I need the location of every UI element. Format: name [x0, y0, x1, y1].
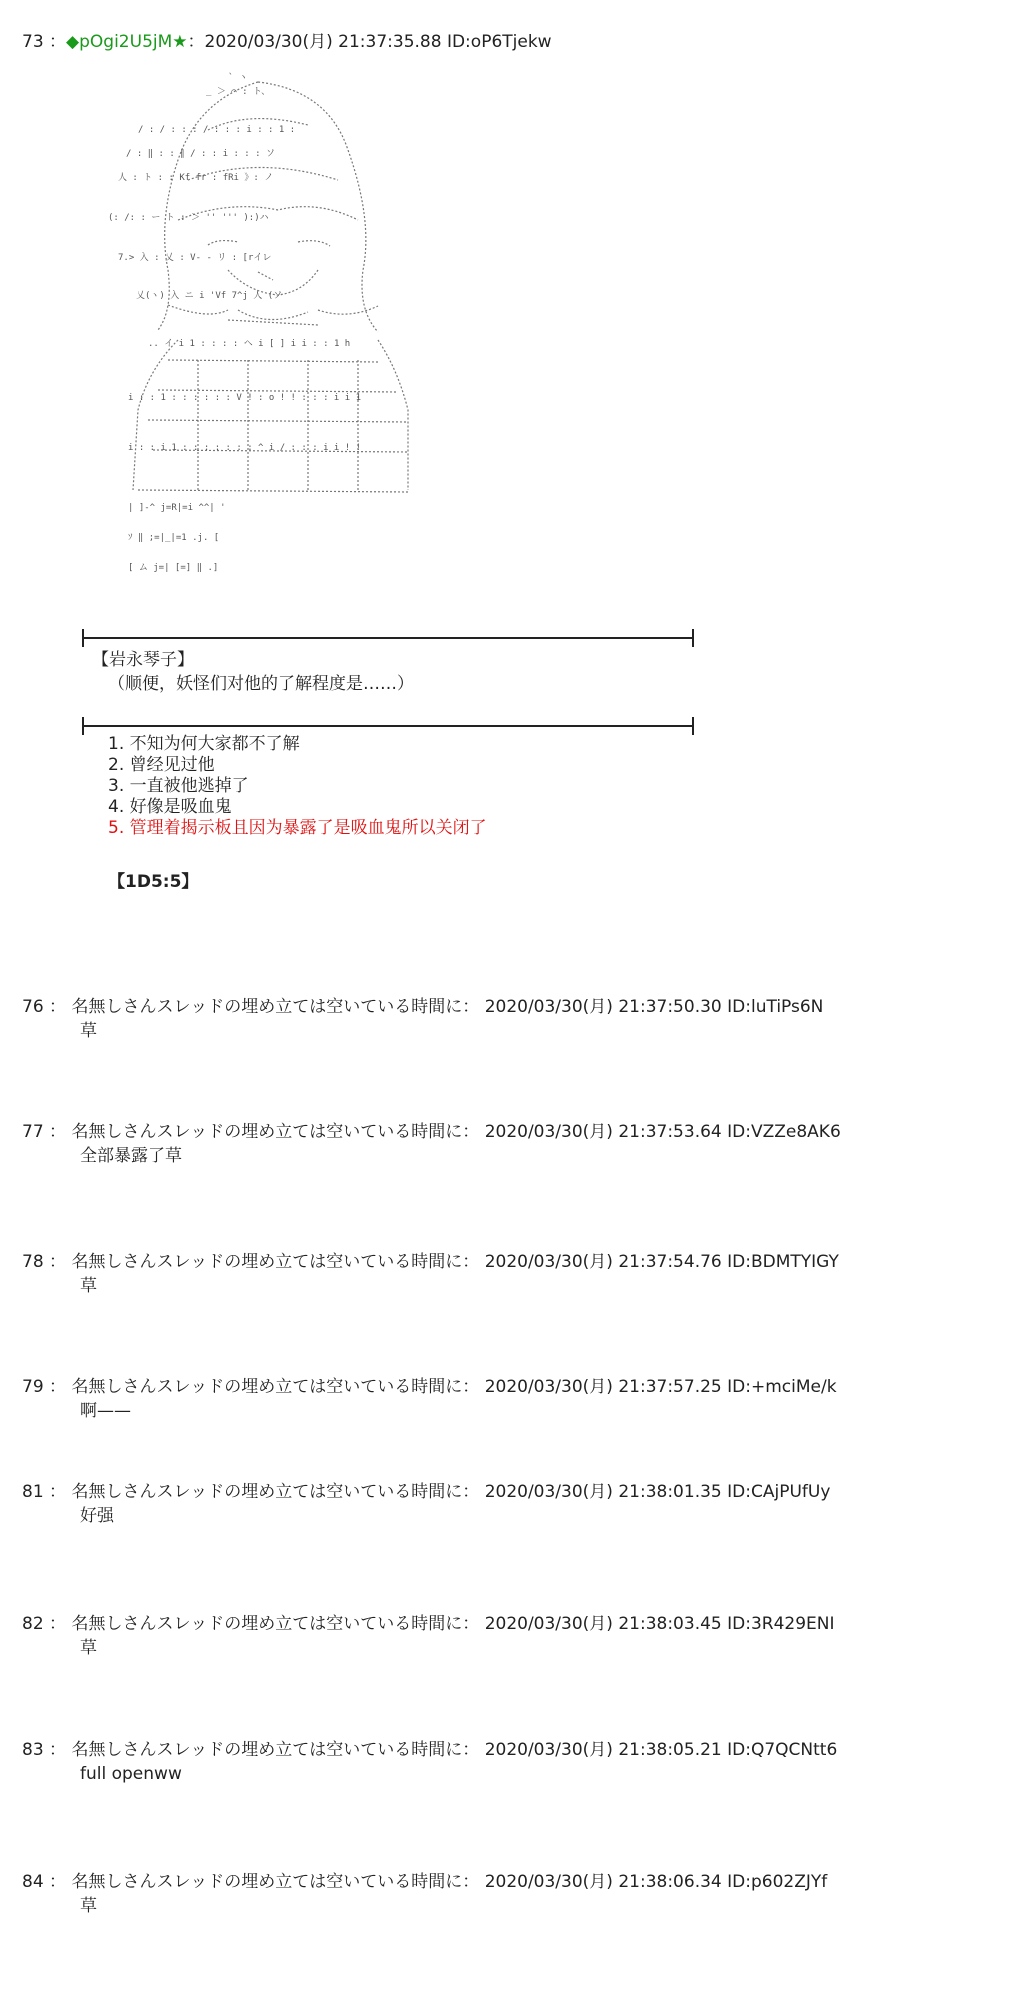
- divider-bar: [82, 725, 694, 727]
- post-83: [22, 1738, 1012, 1786]
- post-date: 2020/03/30(月) 21:37:50.30: [484, 997, 728, 1017]
- svg-text:| ]-^ j=R|=i ^^| ': | ]-^ j=R|=i ^^| ': [128, 503, 226, 513]
- post-id[interactable]: ID:BDMTYIGY: [727, 1252, 839, 1272]
- svg-text:i : : i 1 : : : : : : : ^ i /: i : : i 1 : : : : : : : ^ i / : : : i i ! !: [128, 443, 361, 453]
- divider-tick-left: [82, 717, 84, 735]
- choice-item: 2. 曾经见过他: [108, 755, 215, 775]
- post-header: [22, 1612, 1012, 1636]
- svg-text:_ ＞ ⌒ : ト、: _ ＞ ⌒ : ト、: [206, 87, 271, 97]
- ascii-art-figure: [78, 70, 498, 630]
- divider-tick-left: [82, 629, 84, 647]
- post-body: 草: [80, 1021, 97, 1041]
- svg-text:(: /: : ー ト : ＞ '' ''' ):)ハ: (: /: : ー ト : ＞ '' ''' ):)ハ: [108, 213, 269, 223]
- post-header: [22, 1250, 1012, 1274]
- post-meta: ：2020/03/30(月) 21:37:35.88 ID:oP6Tjekw: [187, 32, 552, 52]
- post-id[interactable]: ID:CAjPUfUy: [727, 1482, 831, 1502]
- post-76: [22, 995, 1012, 1043]
- svg-text:人 : ト : : Kf fr : fRi 》: ノ: 人 : ト : : Kf fr : fRi 》: ノ: [118, 173, 274, 183]
- choice-list: [108, 734, 487, 839]
- post-body: 草: [80, 1638, 97, 1658]
- svg-text:i : : 1 : : : : : : V ! : o !: i : : 1 : : : : : : V ! : o ! ! : : : i i 1: [128, 393, 361, 403]
- post-number: 78 ：: [22, 1252, 72, 1272]
- post-number: 82 ：: [22, 1614, 72, 1634]
- svg-text:乂(ヽ) 入 ニ i 'Vf 7^j 人 (ソ: 乂(ヽ) 入 ニ i 'Vf 7^j 人 (ソ: [136, 291, 283, 301]
- poster-name[interactable]: 名無しさんスレッドの埋め立ては空いている時間に：: [71, 1872, 485, 1892]
- choice-item: 3. 一直被他逃掉了: [108, 776, 249, 796]
- post-header: [22, 1738, 1012, 1762]
- post-73: [22, 30, 1012, 54]
- divider-tick-right: [692, 717, 694, 735]
- post-separator: ：: [49, 32, 67, 52]
- poster-name[interactable]: ◆pOgi2U5jM★: [66, 32, 188, 52]
- post-number: 79 ：: [22, 1377, 72, 1397]
- post-84: [22, 1870, 1012, 1918]
- post-body: 全部暴露了草: [80, 1146, 182, 1166]
- poster-name[interactable]: 名無しさんスレッドの埋め立ては空いている時間に：: [71, 1614, 485, 1634]
- svg-text:.. イ i 1 : : : : ヘ i [ ] i i :: .. イ i 1 : : : : ヘ i [ ] i i : : 1 h: [148, 339, 351, 349]
- svg-text:[ ム j=| [=] ‖ .]: [ ム j=| [=] ‖ .]: [128, 563, 219, 573]
- post-body: full openww: [80, 1764, 182, 1784]
- post-date: 2020/03/30(月) 21:38:06.34: [484, 1872, 728, 1892]
- poster-name[interactable]: 名無しさんスレッドの埋め立ては空いている時間に：: [71, 1252, 485, 1272]
- ascii-art-drawing: [78, 70, 498, 630]
- choice-item: 4. 好像是吸血鬼: [108, 797, 232, 817]
- post-body: 草: [80, 1896, 97, 1916]
- svg-text:7.> 入 : 乂 : V- - リ : [rイレ: 7.> 入 : 乂 : V- - リ : [rイレ: [118, 253, 272, 263]
- divider-tick-right: [692, 629, 694, 647]
- post-id[interactable]: ID:VZZe8AK6: [727, 1122, 841, 1142]
- post-id[interactable]: ID:+mciMe/k: [727, 1377, 837, 1397]
- post-number: 73: [22, 32, 44, 52]
- choice-item-selected: 5. 管理着揭示板且因为暴露了是吸血鬼所以关闭了: [108, 818, 487, 838]
- post-date: 2020/03/30(月) 21:38:01.35: [484, 1482, 728, 1502]
- post-body: 啊——: [80, 1401, 131, 1421]
- post-header: [22, 30, 1012, 54]
- poster-name[interactable]: 名無しさんスレッドの埋め立ては空いている時間に：: [71, 997, 485, 1017]
- post-81: [22, 1480, 1012, 1528]
- post-date: 2020/03/30(月) 21:38:05.21: [484, 1740, 728, 1760]
- post-date: 2020/03/30(月) 21:37:54.76: [484, 1252, 728, 1272]
- post-header: [22, 1480, 1012, 1504]
- post-id[interactable]: ID:luTiPs6N: [727, 997, 824, 1017]
- choice-item: 1. 不知为何大家都不了解: [108, 734, 300, 754]
- poster-name[interactable]: 名無しさんスレッドの埋め立ては空いている時間に：: [71, 1377, 485, 1397]
- post-header: [22, 995, 1012, 1019]
- post-id[interactable]: ID:p602ZJYf: [727, 1872, 828, 1892]
- speaker-label: 【岩永琴子】: [92, 650, 194, 670]
- svg-text:/ : / : : : / : : : i : : 1 :: / : / : : : / : : : i : : 1 :: [138, 125, 296, 135]
- dice-result: 【1D5:5】: [108, 872, 199, 892]
- post-number: 84 ：: [22, 1872, 72, 1892]
- poster-name[interactable]: 名無しさんスレッドの埋め立ては空いている時間に：: [71, 1122, 485, 1142]
- divider-rule-bottom: [78, 716, 698, 736]
- post-82: [22, 1612, 1012, 1660]
- post-id[interactable]: ID:Q7QCNtt6: [727, 1740, 838, 1760]
- post-number: 81 ：: [22, 1482, 72, 1502]
- svg-text:` ヽ: ` ヽ: [228, 73, 248, 83]
- poster-name[interactable]: 名無しさんスレッドの埋め立ては空いている時間に：: [71, 1740, 485, 1760]
- post-header: [22, 1870, 1012, 1894]
- svg-text:/ : ‖ : : ∥ / : : i : : : ソ: / : ‖ : : ∥ / : : i : : : ソ: [126, 149, 275, 159]
- post-body: 草: [80, 1276, 97, 1296]
- post-77: [22, 1120, 1012, 1168]
- post-number: 77 ：: [22, 1122, 72, 1142]
- divider-rule-top: [78, 628, 698, 648]
- poster-name[interactable]: 名無しさんスレッドの埋め立ては空いている時間に：: [71, 1482, 485, 1502]
- post-date: 2020/03/30(月) 21:37:57.25: [484, 1377, 728, 1397]
- post-body: 好强: [80, 1506, 114, 1526]
- post-date: 2020/03/30(月) 21:37:53.64: [484, 1122, 728, 1142]
- post-header: [22, 1120, 1012, 1144]
- speech-text: （顺便，妖怪们对他的了解程度是……）: [108, 674, 414, 694]
- svg-text:ｿ ‖ ;=|_|=1 .j. [: ｿ ‖ ;=|_|=1 .j. [: [128, 533, 220, 543]
- post-date: 2020/03/30(月) 21:38:03.45: [484, 1614, 728, 1634]
- post-78: [22, 1250, 1012, 1298]
- post-number: 76 ：: [22, 997, 72, 1017]
- post-id[interactable]: ID:3R429ENI: [727, 1614, 835, 1634]
- post-header: [22, 1375, 1012, 1399]
- post-79: [22, 1375, 1012, 1423]
- post-number: 83 ：: [22, 1740, 72, 1760]
- divider-bar: [82, 637, 694, 639]
